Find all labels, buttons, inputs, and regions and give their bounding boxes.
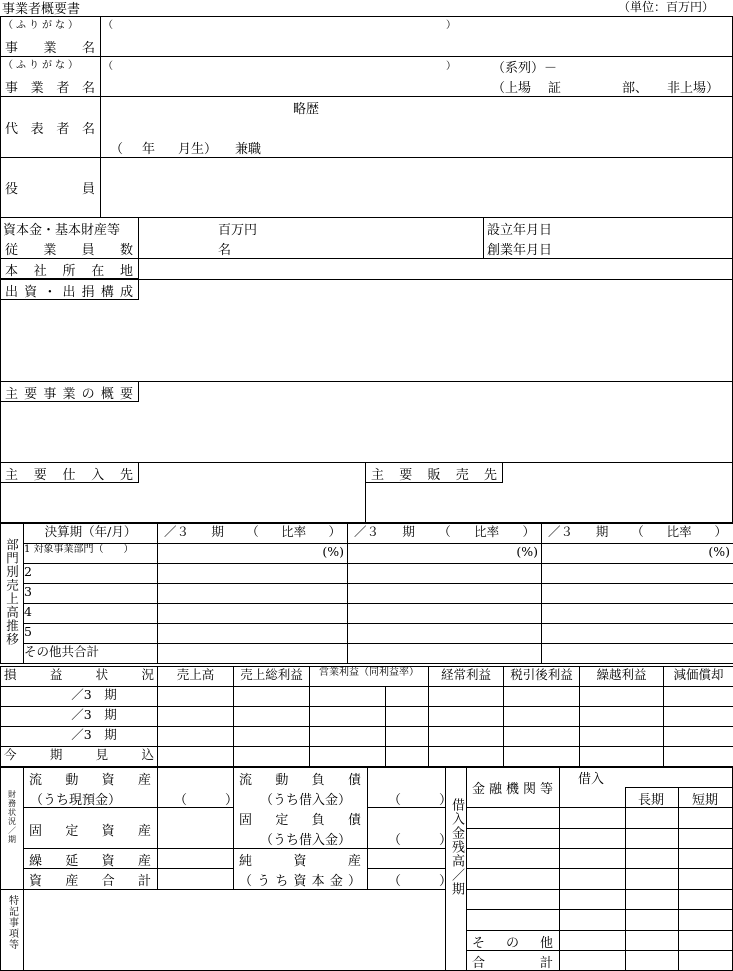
- current-liab-label: 流動負債: [239, 773, 361, 788]
- borrowing-label: 借入: [578, 772, 605, 787]
- bs-side-label: 財務状況／期: [7, 790, 17, 844]
- sales-side-label: 部門別売上高推移: [4, 538, 20, 646]
- operator-name-label: 事業者名: [5, 81, 95, 96]
- pl-header: 経常利益: [429, 667, 504, 687]
- deferred-assets-label: 繰延資産: [29, 854, 151, 869]
- investment-label: 出資・出捐構成: [5, 285, 133, 300]
- listing-a: （上場: [492, 81, 532, 96]
- listing-b: 証: [548, 81, 562, 96]
- pl-header: 繰越利益: [580, 667, 664, 687]
- sales-row-label: 5: [24, 624, 158, 644]
- keiretsu-label: （系列）－: [492, 61, 558, 76]
- total-assets-label: 資産合計: [29, 874, 151, 889]
- officers-input[interactable]: [101, 158, 733, 217]
- fixed-liab-label: 固定負債: [239, 813, 361, 828]
- main-business-label: 主要事業の概要: [5, 387, 133, 402]
- period-header: 決算期（年/月）: [24, 524, 158, 544]
- concurrent-label: 兼職: [235, 142, 262, 157]
- business-name-paren-open: （: [103, 20, 113, 31]
- loans-total-label: 合計: [472, 956, 553, 971]
- net-assets-label: 純資産: [239, 854, 361, 869]
- forecast-label: 今期見込: [4, 747, 154, 762]
- fixed-assets-label: 固定資産: [29, 824, 151, 839]
- institution-label: 金融機関等: [472, 782, 553, 797]
- sales-row-label: 4: [24, 604, 158, 624]
- pl-header: 税引後利益: [504, 667, 580, 687]
- established-label: 設立年月日: [487, 223, 553, 238]
- pl-row-label: ／3 期: [1, 687, 158, 707]
- capital-part-label: （うち資本金）: [239, 874, 361, 889]
- notes-side-label: 特記事項等: [6, 895, 18, 950]
- pl-header: 減価償却: [664, 667, 733, 687]
- suppliers-label: 主要仕入先: [5, 468, 133, 483]
- capital-label: 資本金・基本財産等: [3, 223, 121, 238]
- business-name-label: 事 業 名: [5, 41, 95, 56]
- pl-table: [0, 666, 733, 767]
- percent-cell[interactable]: (%): [348, 544, 542, 564]
- persons-unit: 名: [218, 243, 232, 258]
- listing-c: 部、: [622, 81, 649, 96]
- bs-paren: （ ）: [388, 793, 457, 808]
- sales-table: 部門別売上高推移 決算期（年/月） ／３ 期 （ 比率 ） ／３ 期 （ 比率 ） ／３ 期 （ 比率 ） 1 対象事業部門（ ） (%) (%) (%) 2 3 4 5 その他共合計: [0, 523, 733, 664]
- notes-input[interactable]: [24, 890, 444, 970]
- officers-label: 役員: [5, 182, 95, 197]
- sales-row-label: その他共合計: [24, 644, 158, 664]
- loans-side-label: 借入金残高／期: [449, 798, 464, 896]
- customers-label: 主要販売先: [371, 468, 497, 483]
- bs-paren: （ ）: [174, 793, 243, 808]
- operator-paren-open: （: [103, 61, 113, 72]
- career-label: 略歴: [293, 102, 320, 117]
- short-term-label: 短期: [692, 793, 719, 808]
- head-office-label: 本社所在地: [5, 264, 133, 279]
- bs-paren: （ ）: [388, 833, 457, 848]
- percent-cell[interactable]: (%): [158, 544, 348, 564]
- representative-label: 代表者名: [5, 122, 95, 137]
- pl-header: 営業利益（同利益率）: [310, 667, 429, 687]
- operator-name-input[interactable]: [101, 57, 481, 96]
- other-label: その他: [472, 936, 553, 951]
- unit-label: （単位：百万円）: [618, 0, 715, 14]
- operator-paren-close: ）: [446, 61, 456, 72]
- bs-paren: （ ）: [388, 874, 457, 889]
- furigana-label-2: （ふりがな）: [3, 60, 81, 71]
- sales-row-label: 3: [24, 584, 158, 604]
- pl-row-label: ／3 期: [1, 707, 158, 727]
- business-name-paren-close: ）: [446, 20, 456, 31]
- million-unit: 百万円: [218, 223, 258, 238]
- business-name-input[interactable]: [101, 16, 733, 56]
- sales-row-label: 2: [24, 564, 158, 584]
- pl-header: 売上総利益: [234, 667, 310, 687]
- birth-b: 年: [142, 142, 156, 157]
- employees-label: 従業員数: [5, 243, 133, 258]
- sales-row-label: 1 対象事業部門（ ）: [24, 544, 158, 564]
- current-assets-label: 流動資産: [29, 773, 151, 788]
- birth-c: 月生）: [178, 142, 218, 157]
- pl-row-label: ／3 期: [1, 727, 158, 747]
- pl-header: 売上高: [158, 667, 234, 687]
- furigana-label: （ふりがな）: [3, 20, 81, 31]
- pl-label: 損益状況: [4, 667, 154, 682]
- listing-d: 非上場）: [667, 81, 720, 96]
- borrow2-label: （うち借入金）: [260, 833, 352, 848]
- cash-label: （うち現預金）: [30, 793, 122, 808]
- borrow1-label: （うち借入金）: [260, 793, 352, 808]
- head-office-input[interactable]: [140, 259, 733, 278]
- long-term-label: 長期: [638, 793, 665, 808]
- birth-a: （: [110, 142, 124, 157]
- percent-cell[interactable]: (%): [542, 544, 733, 564]
- founded-label: 創業年月日: [487, 243, 553, 258]
- form-title: 事業者概要書: [2, 2, 81, 17]
